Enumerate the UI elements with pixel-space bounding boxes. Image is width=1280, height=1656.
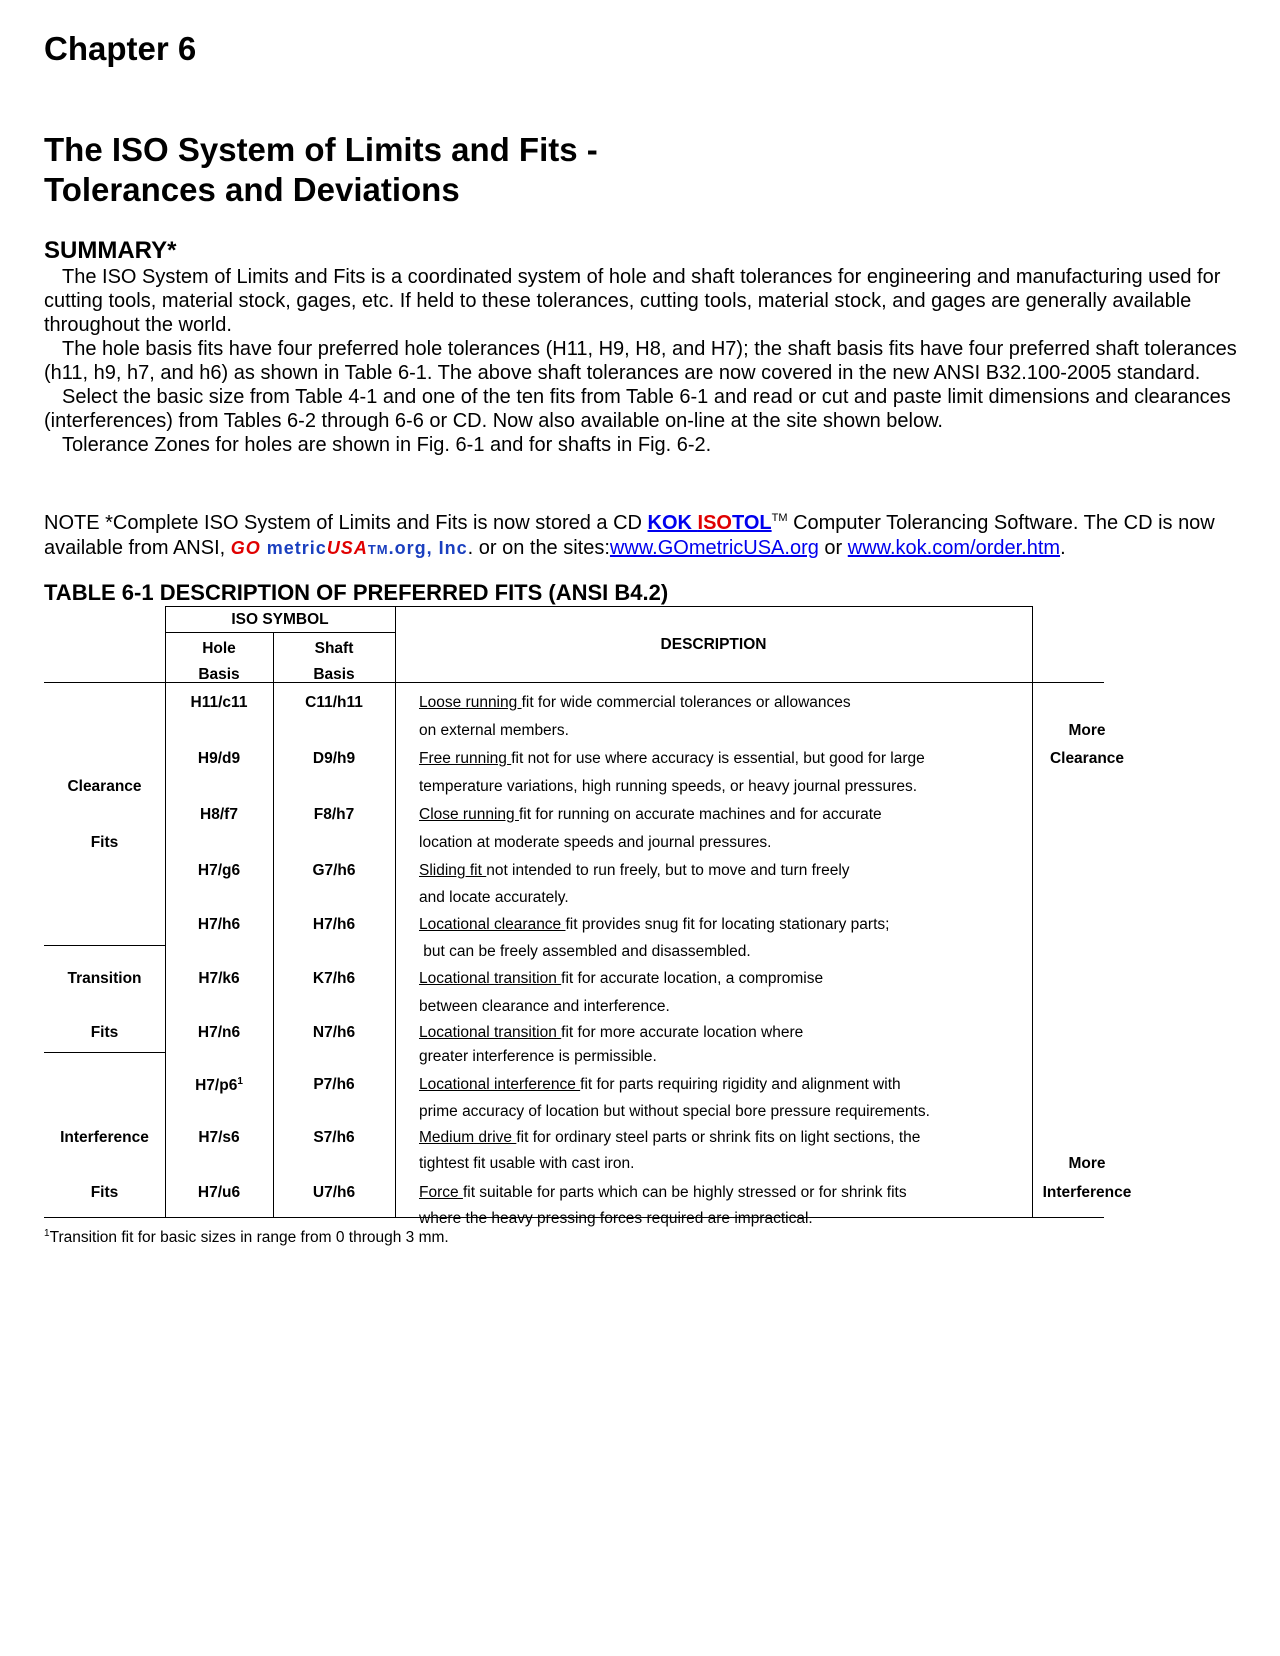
hole-basis-cell: H7/u6 (197, 1184, 241, 1201)
description-line: temperature variations, high running speeds, or heavy journal pressures. (419, 778, 917, 795)
title-line-1: The ISO System of Limits and Fits - (44, 131, 598, 168)
fit-text: fit for accurate location, a compromise (561, 970, 824, 987)
gometricusa-logo (231, 538, 468, 558)
note-after-logo: . or on the sites: (467, 537, 610, 559)
table-footnote (44, 1228, 449, 1247)
fit-term: Close running (419, 806, 519, 823)
description-line: where the heavy pressing forces required are impractical. (419, 1210, 813, 1227)
shaft-basis-cell: C11/h11 (305, 694, 363, 711)
summary-paragraph: The hole basis fits have four preferred hole tolerances (H11, H9, H8, and H7); the shaft basis fits have four preferred shaft tolerances (h11, h9, h7, and h6) as shown in Table 6-1. The above shaft tolerances are now covered in the new ANSI B32.100-2005 standard. (44, 338, 1237, 384)
description-line (419, 694, 851, 712)
note-or: or (818, 537, 848, 559)
description-line: tightest fit usable with cast iron. (419, 1155, 635, 1172)
tol-text: TOL (731, 512, 772, 534)
more-clearance-label: Clearance (1049, 750, 1125, 767)
table-rule (165, 632, 395, 633)
more-interference-label: More (1068, 1155, 1106, 1172)
kok-isotol-link[interactable] (648, 512, 772, 534)
fit-text: not intended to run freely, but to move and turn freely (486, 862, 850, 879)
interference-label: Interference (60, 1129, 149, 1146)
table-rule (1032, 606, 1033, 1217)
description-line (419, 916, 889, 934)
fit-term: Free running (419, 750, 512, 767)
iso-symbol-header: ISO SYMBOL (231, 611, 329, 628)
fit-term: Medium drive (419, 1129, 517, 1146)
hole-basis-cell: H7/s6 (198, 1129, 240, 1146)
description-line (419, 750, 925, 768)
hole-basis-header (165, 636, 273, 688)
gom-metric: metric (266, 538, 327, 558)
hole-basis-cell: H11/c11 (190, 694, 248, 711)
page-title (44, 130, 598, 210)
hole-basis-cell: H7/h6 (197, 916, 241, 933)
summary-paragraph: Select the basic size from Table 4-1 and one of the ten fits from Table 6-1 and read or cut and paste limit dimensions and clearances (interferences) from Tables 6-2 through 6-6 or CD. Now also available on-line at the site shown below. (44, 386, 1231, 432)
trademark-mark: TM (771, 512, 788, 524)
description-line: between clearance and interference. (419, 998, 670, 1015)
gom-org: .org, Inc (388, 538, 468, 558)
hole-basis-cell: H7/k6 (198, 970, 240, 987)
note-middle: Computer Tolerancing Software. The CD is now available from ANSI, (44, 512, 1215, 559)
gom-go: GO (230, 538, 261, 558)
description-line (419, 1024, 803, 1042)
gom-usa: USA (326, 538, 368, 558)
description-line (419, 1076, 901, 1094)
more-interference-label: Interference (1042, 1184, 1132, 1201)
table-rule (44, 1052, 165, 1053)
table-rule (395, 606, 396, 1217)
note-paragraph (44, 506, 1239, 562)
fit-text: fit for ordinary steel parts or shrink fits on light sections, the (516, 1129, 921, 1146)
preferred-fits-table (44, 606, 1132, 1232)
summary-paragraph: Tolerance Zones for holes are shown in Fig. 6-1 and for shafts in Fig. 6-2. (62, 434, 712, 456)
fit-text: fit suitable for parts which can be highly stressed or for shrink fits (462, 1184, 907, 1201)
title-line-2: Tolerances and Deviations (44, 171, 460, 208)
description-line (419, 806, 882, 824)
hole-basis-cell (165, 1076, 273, 1095)
gometricusa-link[interactable]: www.GOmetricUSA.org (609, 537, 819, 559)
shaft-basis-header (273, 636, 395, 688)
clearance-label: Fits (90, 834, 119, 851)
description-header: DESCRIPTION (660, 636, 767, 653)
fit-term: Locational clearance (419, 916, 566, 933)
gom-tm: TM (367, 542, 389, 557)
hole-basis-cell: H7/g6 (197, 862, 241, 879)
shaft-basis-cell: D9/h9 (312, 750, 356, 767)
kok-order-link[interactable]: www.kok.com/order.htm (847, 537, 1061, 559)
shaft-basis-cell: P7/h6 (313, 1076, 355, 1093)
fit-term: Locational interference (419, 1076, 581, 1093)
shaft-basis-cell: S7/h6 (313, 1129, 355, 1146)
shaft-basis-cell: U7/h6 (312, 1184, 356, 1201)
fit-text: fit for running on accurate machines and for accurate (518, 806, 882, 823)
transition-label: Transition (67, 970, 142, 987)
description-line: but can be freely assembled and disassembled. (419, 943, 751, 960)
table-rule (165, 606, 1033, 607)
hole-basis-cell: H8/f7 (200, 806, 238, 823)
footnote-ref: 1 (237, 1076, 243, 1087)
description-line (419, 1129, 920, 1147)
description-line (419, 862, 850, 880)
footnote-text: Transition fit for basic sizes in range from 0 through 3 mm. (49, 1229, 449, 1247)
fit-term: Locational transition (419, 1024, 562, 1041)
fit-term: Loose running (419, 694, 522, 711)
shaft-basis-line-1: Shaft (314, 640, 354, 657)
table-rule (44, 945, 165, 946)
kok-text: KOK (647, 512, 698, 534)
iso-text: ISO (697, 512, 732, 534)
hole-basis-cell: H7/n6 (197, 1024, 241, 1041)
chapter-heading: Chapter 6 (44, 30, 197, 67)
shaft-basis-cell: K7/h6 (312, 970, 356, 987)
table-caption: TABLE 6-1 DESCRIPTION OF PREFERRED FITS (ANSI B4.2) (44, 580, 669, 605)
shaft-basis-cell: H7/h6 (312, 916, 356, 933)
fit-text: fit for parts requiring rigidity and alignment with (580, 1076, 901, 1093)
footnote-mark: 1 (44, 1228, 50, 1239)
hole-basis-cell: H9/d9 (197, 750, 241, 767)
interference-label: Fits (90, 1184, 119, 1201)
fit-term: Force (419, 1184, 463, 1201)
fit-text: fit provides snug fit for locating stationary parts; (565, 916, 890, 933)
clearance-label: Clearance (67, 778, 142, 795)
description-line: on external members. (419, 722, 569, 739)
shaft-basis-cell: F8/h7 (313, 806, 355, 823)
summary-body (44, 265, 1239, 457)
fit-text: fit not for use where accuracy is essential, but good for large (511, 750, 925, 767)
fit-term: Locational transition (419, 970, 562, 987)
description-line (419, 1184, 907, 1202)
shaft-basis-cell: G7/h6 (312, 862, 356, 879)
fit-text: fit for wide commercial tolerances or allowances (521, 694, 851, 711)
description-line (419, 970, 823, 988)
shaft-basis-cell: N7/h6 (312, 1024, 356, 1041)
hole-basis-line-1: Hole (202, 640, 236, 657)
summary-paragraph: The ISO System of Limits and Fits is a coordinated system of hole and shaft tolerances for engineering and manufacturing used for cutting tools, material stock, gages, etc. If held to these tolerances, cutting tools, material stock, and gages are generally available throughout the world. (44, 266, 1221, 336)
transition-label: Fits (90, 1024, 119, 1041)
note-prefix: NOTE *Complete ISO System of Limits and Fits is now stored a CD (44, 512, 648, 534)
description-line: and locate accurately. (419, 889, 569, 906)
description-line: greater interference is permissible. (419, 1048, 657, 1065)
fit-term: Sliding fit (419, 862, 487, 879)
description-line: prime accuracy of location but without special bore pressure requirements. (419, 1103, 930, 1120)
fit-text: fit for more accurate location where (561, 1024, 804, 1041)
note-end: . (1060, 537, 1066, 559)
shaft-basis-line-2: Basis (313, 666, 355, 683)
hole-basis-line-2: Basis (198, 666, 240, 683)
description-line: location at moderate speeds and journal pressures. (419, 834, 772, 851)
more-clearance-label: More (1068, 722, 1106, 739)
summary-heading: SUMMARY* (44, 237, 177, 264)
hole-basis-text: H7/p6 (195, 1077, 238, 1095)
